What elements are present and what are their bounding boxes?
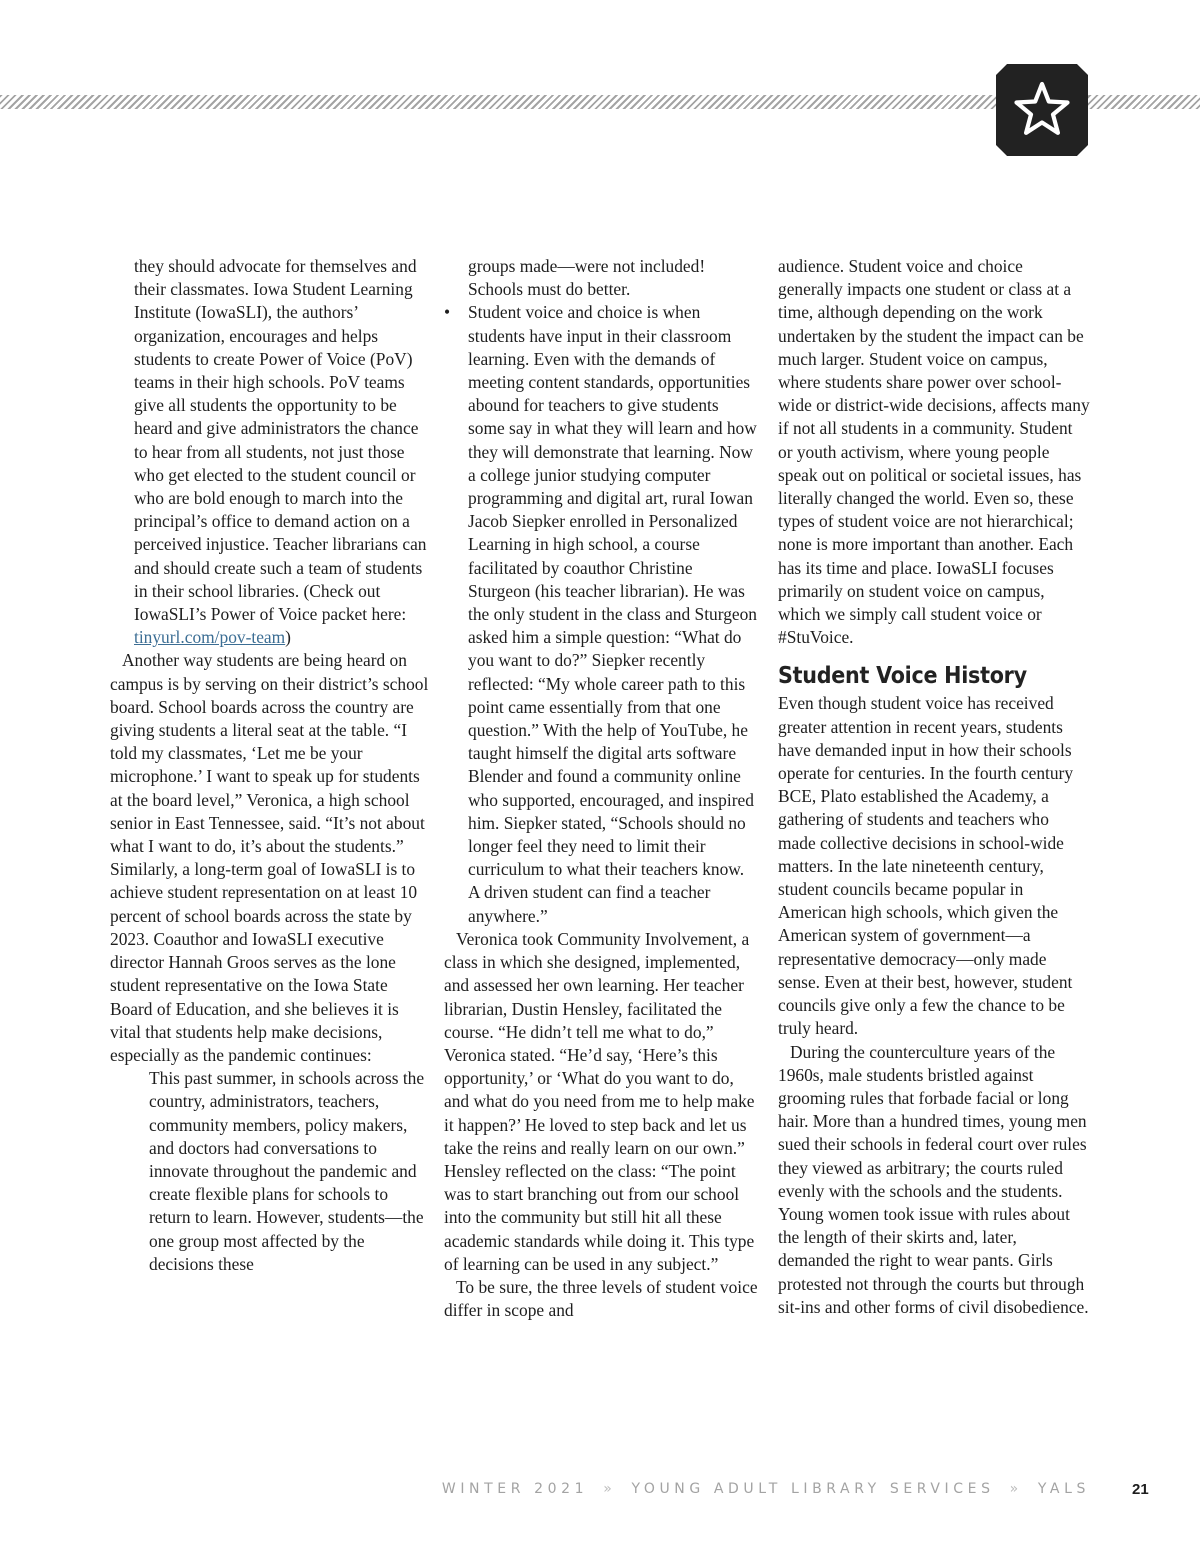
paragraph-text-end: ): [285, 627, 291, 648]
bullet-icon: •: [444, 302, 451, 323]
running-footer: [0, 1481, 1090, 1497]
page-number: 21: [1132, 1481, 1149, 1498]
star-icon: [1010, 78, 1074, 142]
pov-team-link[interactable]: tinyurl.com/pov-team: [134, 627, 286, 648]
column-1-paragraph-1: [110, 255, 430, 649]
bullet-text: Student voice and choice is when students have input in their classroom learning. Even with the demands of meeting content standards, opportunities abound for teachers to give students some say in what they will learn and how they will demonstrate that learning. Now a college junior studying computer programming and digital art, rural Iowan Jacob Siepker enrolled in Personalized Learning in high school, a course facilitated by coauthor Christine Sturgeon (his teacher librarian). He was the only student in the class and Sturgeon asked him a simple question: “What do you want to do?” Siepker recently reflected: “My whole career path to this point came essentially from that one question.” With the help of YouTube, he taught himself the digital arts software Blender and found a community online who supported, encouraged, and inspired him. Siepker stated, “Schools should no longer feel they need to limit their curriculum to what their teachers know. A driven student can find a teacher anywhere.”: [468, 302, 758, 926]
footer-journal: YOUNG ADULT LIBRARY SERVICES: [631, 1481, 995, 1497]
column-3-paragraph-1: audience. Student voice and choice generally impacts one student or class at a time, although depending on the work undertaken by the student the impact can be much larger. Student voice on campus, where students share power over school-wide or district-wide decisions, affects many if not all students in a community. Student or youth activism, where young people speak out on political or societal issues, has literally changed the world. Even so, these types of student voice are not hierarchical; none is more important than another. Each has its time and place. IowaSLI focuses primarily on student voice on campus, which we simply call student voice or #StuVoice.: [778, 256, 1090, 648]
footer-separator: »: [1009, 1481, 1023, 1497]
block-quote-continued: groups made—were not included! Schools must do better.: [468, 256, 706, 300]
column-3-paragraph-3: During the counterculture years of the 1960s, male students bristled against grooming rules that forbade facial or long hair. More than a hundred times, young men sued their schools in federal court over rules they viewed as arbitrary; the courts ruled evenly with the schools and the students. Young women took issue with rules about the length of their skirts and, later, demanded the right to wear pants. Girls protested not through the courts but through sit-ins and other forms of civil disobedience.: [778, 1041, 1089, 1317]
column-2-paragraph-1: Veronica took Community Involvement, a class in which she designed, implemented, and assessed her own learning. Her teacher librarian, Dustin Hensley, facilitated the course. “He didn’t tell me what to do,” Veronica stated. “He’d say, ‘Here’s this opportunity,’ or ‘What do you want to do, and what do you need from me to help make it happen?’ He loved to step back and let us take the reins and really learn on our own.” Hensley reflected on the class: “The point was to start branching out from our school into the community but still hit all these academic standards while doing it. This type of learning can be used in any subject.”: [444, 928, 755, 1274]
paragraph-text: they should advocate for themselves and their classmates. Iowa Student Learning Institute (IowaSLI), the authors’ organization, encourages and helps students to create Power of Voice (PoV) teams in their high schools. PoV teams give all students the opportunity to be heard and give administrators the chance to hear from all students, not just those who get elected to the student council or who are bold enough to march into the principal’s office to demand action on a perceived injustice. Teacher librarians can and should create such a team of students in their school libraries. (Check out IowaSLI’s Power of Voice packet here:: [134, 256, 427, 625]
column-2-paragraph-2: To be sure, the three levels of student voice differ in scope and: [444, 1276, 758, 1321]
footer-separator: »: [603, 1481, 617, 1497]
bullet-item: [444, 301, 759, 927]
section-heading: Student Voice History: [778, 663, 1027, 690]
footer-issue: WINTER 2021: [441, 1481, 589, 1497]
column-1-paragraph-2: Another way students are being heard on campus is by serving on their district’s school board. School boards across the country are giving students a literal seat at the table. “I told my classmates, ‘Let me be your microphone.’ I want to speak up for students at the board level,” Veronica, a high school senior in East Tennessee, said. “It’s not about what I want to do, it’s about the students.” Similarly, a long-term goal of IowaSLI is to achieve student representation on at least 10 percent of school boards across the state by 2023. Coauthor and IowaSLI executive director Hannah Groos serves as the lone student representative on the Iowa State Board of Education, and she believes it is vital that students help make decisions, especially as the pandemic continues:: [110, 650, 429, 1065]
column-3-paragraph-2: Even though student voice has received greater attention in recent years, students have demanded input in how their schools operate for centuries. In the fourth century BCE, Plato established the Academy, a gathering of students and teachers who made collective decisions in school-wide matters. In the late nineteenth century, student councils became popular in American high schools, which given the American system of government—a representative democracy—only made sense. Even at their best, however, student councils give only a few the chance to be truly heard.: [778, 693, 1074, 1039]
star-badge: [996, 64, 1088, 156]
block-quote: This past summer, in schools across the country, administrators, teachers, community members, policy makers, and doctors had conversations to innovate throughout the pandemic and create flexible plans for schools to return to learn. However, students—the one group most affected by the decisions these: [149, 1068, 425, 1274]
column-3: [778, 255, 1090, 1319]
column-2: [444, 255, 759, 1322]
footer-abbr: YALS: [1037, 1481, 1090, 1497]
column-1: [110, 255, 430, 1276]
